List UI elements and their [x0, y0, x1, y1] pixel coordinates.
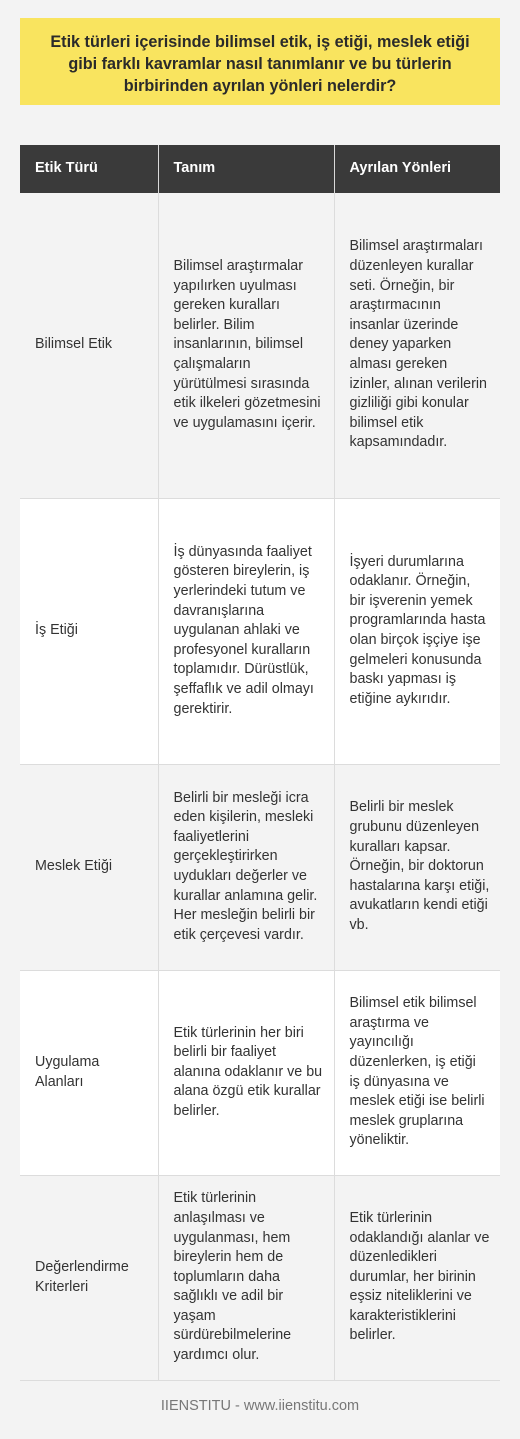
table-row	[20, 498, 500, 764]
cell-ethics-type: İş Etiği	[20, 498, 158, 764]
cell-differences: Bilimsel araştırmaları düzenleyen kurallar seti. Örneğin, bir araştırmacının insanlar üzerinde deney yaparken alması gereken izinler, alınan verilerin gizliliği gibi konular bilimsel etik kapsamındadır.	[334, 193, 500, 498]
table-row	[20, 1175, 500, 1380]
header-differences: Ayrılan Yönleri	[334, 145, 500, 193]
question-text: Etik türleri içerisinde bilimsel etik, iş etiği, meslek etiği gibi farklı kavramlar nasıl tanımlanır ve bu türlerin birbirinden ayrılan yönleri nelerdir?	[50, 33, 470, 95]
cell-differences: Etik türlerinin odaklandığı alanlar ve düzenledikleri durumlar, her birinin eşsiz niteliklerini ve karakteristiklerini belirler.	[334, 1175, 500, 1380]
cell-ethics-type: Uygulama Alanları	[20, 970, 158, 1175]
table-row	[20, 193, 500, 498]
cell-differences: Belirli bir meslek grubunu düzenleyen kuralları kapsar. Örneğin, bir doktorun hastalarına karşı etiği, avukatların kendi etiği vb.	[334, 764, 500, 970]
table-row	[20, 970, 500, 1175]
cell-definition: İş dünyasında faaliyet gösteren bireylerin, iş yerlerindeki tutum ve davranışlarına uygulanan ahlaki ve profesyonel kuralların toplamıdır. Dürüstlük, şeffaflık ve adil olmayı gerektirir.	[158, 498, 334, 764]
question-box	[20, 18, 500, 105]
cell-ethics-type: Değerlendirme Kriterleri	[20, 1175, 158, 1380]
footer-text: IIENSTITU - www.iienstitu.com	[160, 1398, 360, 1414]
cell-differences: İşyeri durumlarına odaklanır. Örneğin, bir işverenin yemek programlarında hasta olan birçok işçiye işe gelmeleri konusunda baskı yapması iş etiğine aykırıdır.	[334, 498, 500, 764]
cell-definition: Belirli bir mesleği icra eden kişilerin, mesleki faaliyetlerini gerçekleştirirken uydukları değerler ve kurallar anlamına gelir. Her mesleğin belirli bir etik çerçevesi vardır.	[158, 764, 334, 970]
cell-definition: Bilimsel araştırmalar yapılırken uyulması gereken kuralları belirler. Bilim insanlarının, bilimsel çalışmaların yürütülmesi sırasında etik ilkeleri gözetmesini ve uygulamasını içerir.	[158, 193, 334, 498]
cell-ethics-type: Meslek Etiği	[20, 764, 158, 970]
cell-ethics-type: Bilimsel Etik	[20, 193, 158, 498]
header-ethics-type: Etik Türü	[20, 145, 158, 193]
table-row	[20, 764, 500, 970]
cell-differences: Bilimsel etik bilimsel araştırma ve yayıncılığı düzenlerken, iş etiği iş dünyasına ve meslek etiği ise belirli meslek gruplarına yöneliktir.	[334, 970, 500, 1175]
cell-definition: Etik türlerinin her biri belirli bir faaliyet alanına odaklanır ve bu alana özgü etik kurallar belirler.	[158, 970, 334, 1175]
ethics-table	[20, 145, 500, 1381]
cell-definition: Etik türlerinin anlaşılması ve uygulanması, hem bireylerin hem de toplumların daha sağlıklı ve adil bir yaşam sürdürebilmelerine yardımcı olur.	[158, 1175, 334, 1380]
header-definition: Tanım	[158, 145, 334, 193]
table-header-row	[20, 145, 500, 193]
